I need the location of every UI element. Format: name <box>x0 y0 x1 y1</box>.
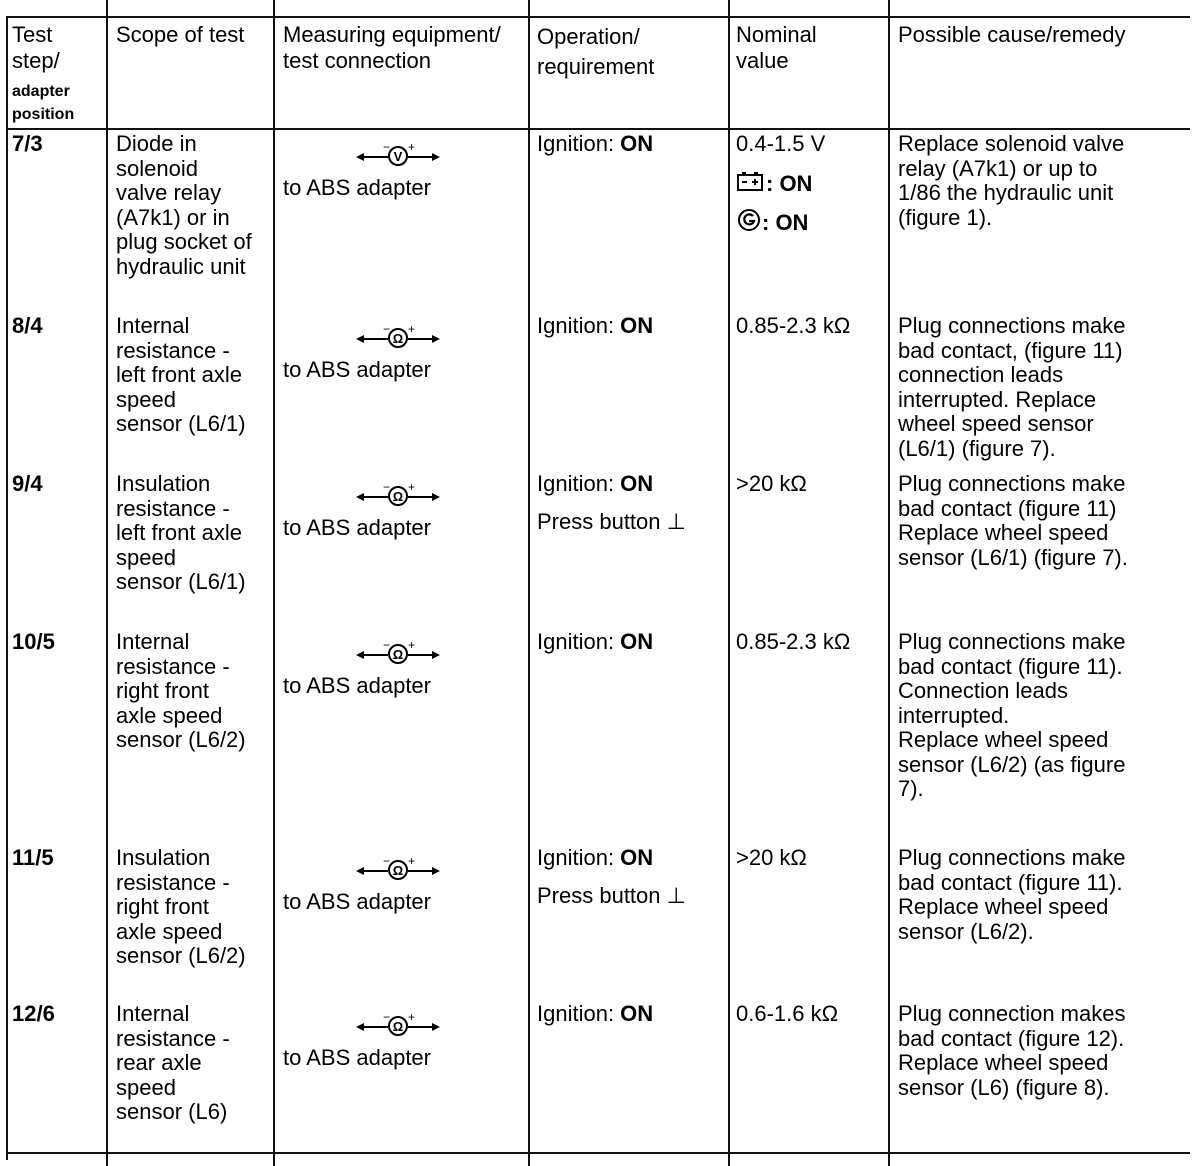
scope-line: axle speed <box>116 918 223 944</box>
ignition-value: ON <box>620 845 654 870</box>
battery-warning-icon <box>736 170 766 198</box>
remedy-line: bad contact (figure 11). <box>898 653 1123 679</box>
scope-line: resistance - <box>116 869 230 895</box>
row-separator-tick <box>528 310 530 312</box>
battery-status-text: : ON <box>766 170 813 196</box>
column-divider-3 <box>528 0 530 1166</box>
possible-cause-remedy <box>898 132 1124 230</box>
remedy-line: Replace wheel speed <box>898 727 1109 752</box>
scope-line: Insulation <box>116 845 211 870</box>
scope-line: solenoid <box>116 155 198 181</box>
ignition-value: ON <box>620 629 654 654</box>
test-step-number: 9/4 <box>12 471 43 496</box>
scope-line: sensor (L6/2) <box>116 943 246 968</box>
scope-line: resistance - <box>116 495 230 521</box>
row-separator-tick <box>528 842 530 844</box>
multimeter-arrow-icon <box>348 480 448 508</box>
ignition-label: Ignition: <box>537 131 621 156</box>
row-separator-tick <box>6 998 8 1000</box>
header-possible-cause: Possible cause/remedy <box>898 22 1126 47</box>
header-adapter-label: adapter <box>12 83 70 100</box>
scope-line: plug socket of <box>116 229 252 254</box>
header-bottom-rule <box>6 128 1190 130</box>
row-separator-tick <box>888 310 890 312</box>
header-step-label: step/ <box>12 48 60 73</box>
header-operation <box>537 22 654 82</box>
ignition-value: ON <box>620 1001 654 1026</box>
scope-of-test <box>116 630 246 753</box>
scope-line: (A7k1) or in <box>116 204 230 230</box>
row-separator-tick <box>888 842 890 844</box>
row-separator-tick <box>273 842 275 844</box>
row-separator-tick <box>888 468 890 470</box>
scope-of-test <box>116 314 246 437</box>
remedy-line: Plug connections make <box>898 471 1126 496</box>
test-step-number: 11/5 <box>12 845 54 870</box>
test-step-number: 12/6 <box>12 1001 55 1026</box>
ignition-value: ON <box>620 131 654 156</box>
header-connection-label: test connection <box>283 48 431 73</box>
ignition-label: Ignition: <box>537 313 621 338</box>
header-measuring-equipment <box>283 22 501 74</box>
scope-line: right front <box>116 678 209 703</box>
scope-line: rear axle <box>116 1050 202 1075</box>
nominal-value: 0.6-1.6 kΩ <box>736 1001 839 1026</box>
scope-of-test <box>116 472 246 595</box>
ignition-label: Ignition: <box>537 629 621 654</box>
remedy-line: sensor (L6/2). <box>898 918 1034 944</box>
nominal-value: >20 kΩ <box>736 471 807 496</box>
scope-line: resistance - <box>116 653 230 679</box>
scope-of-test <box>116 132 252 279</box>
row-separator-tick <box>273 468 275 470</box>
svg-text:Ω: Ω <box>392 489 404 504</box>
test-connection: to ABS adapter <box>283 1045 431 1070</box>
nominal-value: 0.4-1.5 V <box>736 131 826 156</box>
remedy-line: interrupted. <box>898 702 1010 728</box>
remedy-line: relay (A7k1) or up to <box>898 155 1098 181</box>
remedy-line: bad contact (figure 11). <box>898 869 1123 895</box>
header-test-step <box>12 22 60 74</box>
svg-text:Ω: Ω <box>392 1019 404 1034</box>
possible-cause-remedy <box>898 630 1125 802</box>
possible-cause-remedy <box>898 472 1128 570</box>
remedy-line: bad contact (figure 12). <box>898 1025 1125 1051</box>
svg-text:+: + <box>408 854 416 868</box>
remedy-line: wheel speed sensor <box>898 411 1094 436</box>
table-bottom-border <box>6 1152 1190 1154</box>
svg-text:+: + <box>408 480 416 494</box>
scope-line: sensor (L6/2) <box>116 727 246 752</box>
ignition-label: Ignition: <box>537 845 621 870</box>
svg-text:Ω: Ω <box>392 331 404 346</box>
svg-text:−: − <box>383 854 391 868</box>
operation-requirement <box>537 132 653 157</box>
scope-line: resistance - <box>116 337 230 363</box>
remedy-line: sensor (L6/2) (as figure <box>898 751 1126 777</box>
svg-text:V: V <box>393 149 403 164</box>
remedy-line: Replace wheel speed <box>898 520 1109 545</box>
header-requirement-label: requirement <box>537 54 655 79</box>
scope-line: speed <box>116 544 176 570</box>
scope-line: Internal <box>116 629 190 654</box>
scope-line: right front <box>116 894 209 919</box>
row-separator-tick <box>528 468 530 470</box>
row-separator-tick <box>728 998 730 1000</box>
remedy-line: Plug connections make <box>898 845 1126 870</box>
multimeter-arrow-icon <box>348 322 448 350</box>
header-operation-label: Operation/ <box>537 24 640 49</box>
ignition-value: ON <box>620 313 654 338</box>
svg-text:−: − <box>383 322 391 336</box>
test-step-number: 10/5 <box>12 629 55 654</box>
row-separator-tick <box>888 998 890 1000</box>
ignition-label: Ignition: <box>537 471 621 496</box>
scope-line: left front axle <box>116 362 242 387</box>
remedy-line: bad contact, (figure 11) <box>898 337 1123 363</box>
remedy-line: sensor (L6/1) (figure 7). <box>898 544 1128 570</box>
remedy-line: 1/86 the hydraulic unit <box>898 180 1114 205</box>
press-button-instruction: Press button ⊥ <box>537 883 686 908</box>
header-test-label: Test <box>12 22 53 47</box>
scope-line: resistance - <box>116 1025 230 1051</box>
test-connection: to ABS adapter <box>283 357 431 382</box>
operation-requirement <box>537 472 653 497</box>
possible-cause-remedy <box>898 846 1125 944</box>
nominal-value: 0.85-2.3 kΩ <box>736 629 851 654</box>
possible-cause-remedy <box>898 1002 1125 1100</box>
svg-text:+: + <box>408 1010 416 1024</box>
header-measuring-label: Measuring equipment/ <box>283 22 501 47</box>
remedy-line: bad contact (figure 11) <box>898 495 1117 521</box>
scope-line: left front axle <box>116 520 242 545</box>
operation-requirement <box>537 630 653 655</box>
test-step-number: 7/3 <box>12 131 43 156</box>
test-connection: to ABS adapter <box>283 889 431 914</box>
remedy-line: Connection leads <box>898 678 1069 703</box>
column-divider-5 <box>888 0 890 1166</box>
row-separator-tick <box>106 310 108 312</box>
scope-line: Insulation <box>116 471 211 496</box>
row-separator-tick <box>106 998 108 1000</box>
nominal-value: >20 kΩ <box>736 845 807 870</box>
scope-line: sensor (L6/1) <box>116 569 246 594</box>
remedy-line: Replace wheel speed <box>898 894 1109 919</box>
scope-line: speed <box>116 1074 176 1100</box>
remedy-line: Replace wheel speed <box>898 1050 1109 1075</box>
scope-line: valve relay <box>116 180 222 205</box>
remedy-line: Plug connections make <box>898 313 1126 338</box>
multimeter-arrow-icon <box>348 1010 448 1038</box>
header-adapter-position <box>12 80 74 126</box>
scope-line: axle speed <box>116 702 223 728</box>
svg-text:+: + <box>408 638 416 652</box>
svg-text:−: − <box>383 1010 391 1024</box>
scope-of-test <box>116 846 246 969</box>
row-separator-tick <box>6 310 8 312</box>
column-divider-4 <box>728 0 730 1166</box>
row-separator-tick <box>728 842 730 844</box>
row-separator-tick <box>528 626 530 628</box>
svg-text:−: − <box>383 480 391 494</box>
svg-text:Ω: Ω <box>392 863 404 878</box>
scope-line: Internal <box>116 313 190 338</box>
row-separator-tick <box>728 310 730 312</box>
remedy-line: (figure 1). <box>898 204 993 230</box>
remedy-line: sensor (L6) (figure 8). <box>898 1074 1110 1100</box>
press-button-instruction: Press button ⊥ <box>537 509 686 534</box>
table-top-border <box>6 16 1190 18</box>
svg-text:Ω: Ω <box>392 647 404 662</box>
remedy-line: Plug connections make <box>898 629 1126 654</box>
row-separator-tick <box>6 626 8 628</box>
battery-status <box>736 170 812 198</box>
row-separator-tick <box>106 626 108 628</box>
column-divider-2 <box>273 0 275 1166</box>
ignition-label: Ignition: <box>537 1001 621 1026</box>
header-value-label: value <box>736 48 789 73</box>
scope-line: Internal <box>116 1001 190 1026</box>
row-separator-tick <box>888 626 890 628</box>
header-nominal-value <box>736 22 817 74</box>
header-scope-of-test: Scope of test <box>116 22 245 47</box>
multimeter-arrow-icon <box>348 854 448 882</box>
svg-text:+: + <box>408 140 416 154</box>
svg-text:+: + <box>408 322 416 336</box>
row-separator-tick <box>6 842 8 844</box>
test-connection: to ABS adapter <box>283 515 431 540</box>
header-position-label: position <box>12 106 75 123</box>
svg-text:−: − <box>383 140 391 154</box>
operation-requirement <box>537 1002 653 1027</box>
scope-line: Diode in <box>116 131 197 156</box>
abs-lamp-status-text: : ON <box>762 209 809 235</box>
test-connection: to ABS adapter <box>283 673 431 698</box>
test-step-number: 8/4 <box>12 313 43 338</box>
row-separator-tick <box>6 468 8 470</box>
row-separator-tick <box>273 310 275 312</box>
row-separator-tick <box>273 626 275 628</box>
scope-line: speed <box>116 386 176 412</box>
scope-line: hydraulic unit <box>116 253 246 279</box>
scope-line: sensor (L6/1) <box>116 411 246 436</box>
possible-cause-remedy <box>898 314 1125 461</box>
column-divider-1 <box>106 0 108 1166</box>
svg-text:−: − <box>383 638 391 652</box>
multimeter-arrow-icon <box>348 140 448 168</box>
operation-requirement <box>537 846 653 871</box>
operation-requirement <box>537 314 653 339</box>
ignition-value: ON <box>620 471 654 496</box>
multimeter-arrow-icon <box>348 638 448 666</box>
row-separator-tick <box>273 998 275 1000</box>
row-separator-tick <box>728 468 730 470</box>
row-separator-tick <box>106 468 108 470</box>
remedy-line: interrupted. Replace <box>898 386 1097 412</box>
row-separator-tick <box>728 626 730 628</box>
remedy-line: Plug connection makes <box>898 1001 1126 1026</box>
test-connection: to ABS adapter <box>283 175 431 200</box>
remedy-line: connection leads <box>898 362 1064 387</box>
row-separator-tick <box>528 998 530 1000</box>
row-separator-tick <box>106 842 108 844</box>
scope-of-test <box>116 1002 230 1125</box>
header-nominal-label: Nominal <box>736 22 817 47</box>
remedy-line: Replace solenoid valve <box>898 131 1125 156</box>
table-left-border <box>6 16 8 1160</box>
remedy-line: 7). <box>898 776 924 801</box>
remedy-line: (L6/1) (figure 7). <box>898 435 1056 461</box>
nominal-value: 0.85-2.3 kΩ <box>736 313 851 338</box>
abs-warning-lamp-icon <box>736 208 762 238</box>
abs-lamp-status <box>736 208 808 238</box>
scope-line: sensor (L6) <box>116 1099 228 1124</box>
